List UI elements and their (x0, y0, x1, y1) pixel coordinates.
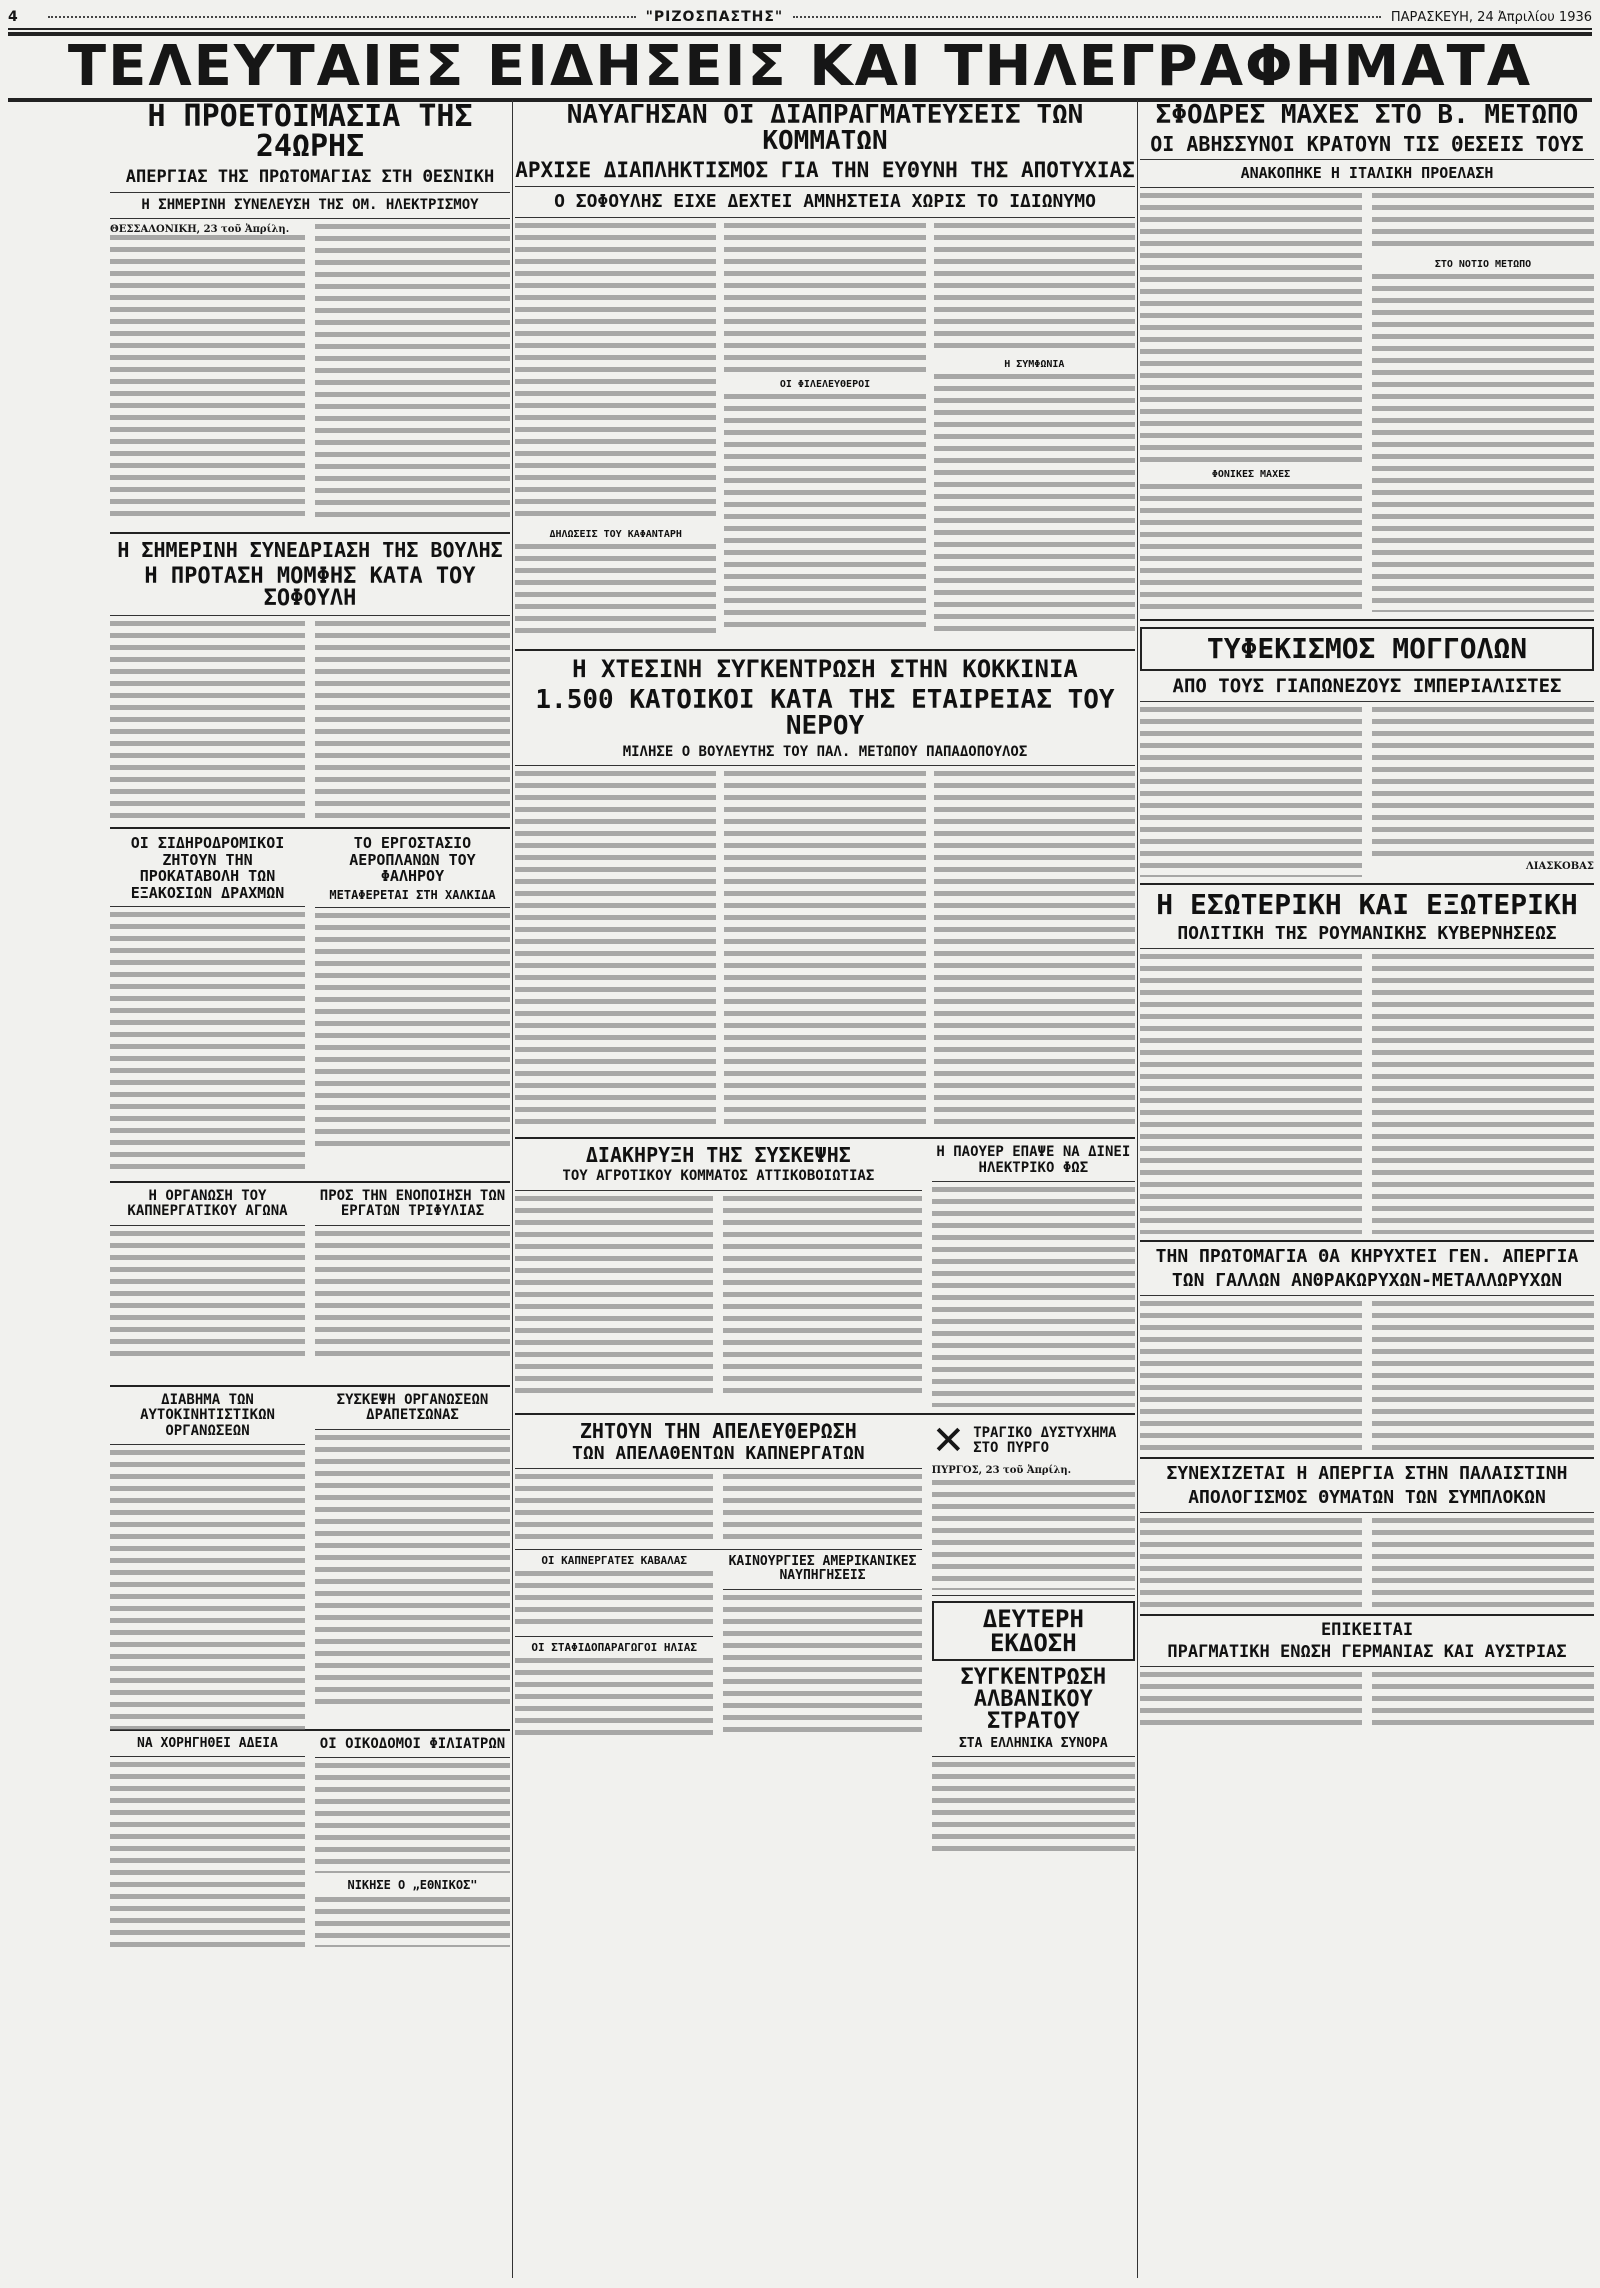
headline: ΤΗΝ ΠΡΩΤΟΜΑΓΙΑ ΘΑ ΚΗΡΥΧΤΕΙ ΓΕΝ. ΑΠΕΡΓΙΑ (1155, 1245, 1579, 1267)
subheadline: Η ΠΡΟΤΑΣΗ ΜΟΜΦΗΣ ΚΑΤΑ ΤΟΥ ΣΟΦΟΥΛΗ (144, 564, 476, 612)
article-text (724, 223, 925, 373)
headline: ΤΟ ΕΡΓΟΣΤΑΣΙΟ ΑΕΡΟΠΛΑΝΩΝ ΤΟΥ ΦΑΛΗΡΟΥ (349, 834, 476, 886)
article-text (724, 394, 925, 634)
issue-date: ΠΑΡΑΣΚΕΥΗ, 24 Ἀπριλίου 1936 (1390, 9, 1593, 25)
subheadline: ΣΥΓΚΕΝΤΡΩΣΗ ΑΛΒΑΝΙΚΟΥ ΣΤΡΑΤΟΥ (960, 1664, 1107, 1734)
subheadline: ΜΕΤΑΦΕΡΕΤΑΙ ΣΤΗ ΧΑΛΚΙΔΑ (329, 887, 496, 902)
article-text (1372, 274, 1594, 612)
article-text (515, 544, 716, 640)
subsection-title: Η ΣΥΜΦΩΝΙΑ (1004, 358, 1065, 370)
subheadline: ΑΠΟ ΤΟΥΣ ΓΙΑΠΩΝΕΖΟΥΣ ΙΜΠΕΡΙΑΛΙΣΤΕΣ (1172, 674, 1562, 697)
article-agrarian-party (515, 1145, 922, 1407)
article-text (315, 1231, 510, 1361)
subheadline: ΑΠΕΡΓΙΑΣ ΤΗΣ ΠΡΩΤΟΜΑΓΙΑΣ ΣΤΗ ΘΕΣΝΙΚΗ (125, 167, 495, 187)
article-text (110, 912, 305, 1172)
article-text (515, 771, 716, 1131)
top-strip (8, 6, 1592, 30)
column-divider (1137, 100, 1138, 2278)
headline: ΟΙ ΣΙΔΗΡΟΔΡΟΜΙΚΟΙ ΖΗΤΟΥΝ ΤΗΝ ΠΡΟΚΑΤΑΒΟΛΗ ΤΩΝ ΕΞΑΚΟΣΙΩΝ ΔΡΑΧΜΩΝ (130, 834, 285, 902)
article-text (110, 621, 305, 821)
subheadline: ΑΠΟΛΟΓΙΣΜΟΣ ΘΥΜΑΤΩΝ ΤΩΝ ΣΥΜΠΛΟΚΩΝ (1188, 1486, 1546, 1508)
article-text (1372, 193, 1594, 253)
article-text (723, 1196, 921, 1396)
headline: ΤΡΑΓΙΚΟ ΔΥΣΤΥΧΗΜΑ ΣΤΟ ΠΥΡΓΟ (973, 1424, 1117, 1456)
byline: ΠΥΡΓΟΣ, 23 τοῦ Ἀπρίλη. (931, 1464, 1072, 1476)
subsection-title: ΣΤΟ ΝΟΤΙΟ ΜΕΤΩΠΟ (1434, 258, 1532, 270)
article-text (934, 374, 1135, 634)
article-northern-front (1140, 102, 1594, 613)
article-aircraft-factory (315, 835, 510, 1175)
article-text (1140, 484, 1362, 612)
article-drivers-unions (110, 1393, 305, 1723)
article-text (515, 1571, 713, 1631)
headline: ΔΙΑΒΗΜΑ ΤΩΝ ΑΥΤΟΚΙΝΗΤΙΣΤΙΚΩΝ ΟΡΓΑΝΩΣΕΩΝ (140, 1392, 275, 1439)
subsection-title: ΦΟΝΙΚΕΣ ΜΑΧΕΣ (1211, 468, 1291, 480)
headline: ΕΠΙΚΕΙΤΑΙ (1320, 1619, 1414, 1640)
article-mongols-executed (1140, 627, 1594, 877)
headline: ΠΡΟΣ ΤΗΝ ΕΝΟΠΟΙΗΣΗ ΤΩΝ ΕΡΓΑΤΩΝ ΤΡΙΦΥΛΙΑΣ (319, 1188, 506, 1220)
subheadline: ΑΝΑΚΟΠΗΚΕ Η ΙΤΑΛΙΚΗ ΠΡΟΕΛΑΣΗ (1240, 164, 1494, 182)
subsection-title: ΟΙ ΦΙΛΕΛΕΥΘΕΡΟΙ (779, 378, 871, 390)
article-text (315, 621, 510, 821)
headline: Η ΟΡΓΑΝΩΣΗ ΤΟΥ ΚΑΠΝΕΡΓΑΤΙΚΟΥ ΑΓΩΝΑ (127, 1188, 288, 1220)
article-text (1140, 1518, 1362, 1608)
article-kokkinia-rally (515, 654, 1135, 1131)
headline: ΣΦΟΔΡΕΣ ΜΑΧΕΣ ΣΤΟ Β. ΜΕΤΩΠΟ (1155, 100, 1579, 130)
cross-icon: ✕ (931, 1417, 966, 1464)
article-text (1140, 1672, 1362, 1732)
article-american-shipbuilding (723, 1555, 921, 1735)
article-text (315, 1763, 510, 1873)
headline: ΔΙΑΚΗΡΥΞΗ ΤΗΣ ΣΥΣΚΕΨΗΣ (585, 1143, 851, 1168)
article-text (315, 224, 510, 524)
article-party-negotiations (515, 102, 1135, 643)
page-number: 4 (8, 9, 18, 25)
article-text (932, 1480, 1135, 1590)
column-2 (515, 100, 1135, 2278)
article-kavala-workers (515, 1555, 713, 1735)
article-text (1140, 707, 1362, 877)
subsection-title: ΔΗΛΩΣΕΙΣ ΤΟΥ ΚΑΦΑΝΤΑΡΗ (549, 528, 682, 540)
article-filiatra-builders (315, 1737, 510, 1977)
article-text (934, 223, 1135, 353)
article-text (1372, 1672, 1594, 1732)
headline: ΣΥΝΕΧΙΖΕΤΑΙ Η ΑΠΕΡΓΙΑ ΣΤΗΝ ΠΑΛΑΙΣΤΙΝΗ (1166, 1462, 1568, 1484)
subheadline: Ο ΣΟΦΟΥΛΗΣ ΕΙΧΕ ΔΕΧΤΕΙ ΑΜΝΗΣΤΕΙΑ ΧΩΡΙΣ ΤΟ ΙΔΙΩΝΥΜΟ (554, 191, 1096, 212)
article-trifylia-workers (315, 1189, 510, 1379)
paper-name: "ΡΙΖΟΣΠΑΣΤΗΣ" (645, 9, 784, 25)
article-text (723, 1595, 921, 1735)
article-text (934, 771, 1135, 1131)
article-text (515, 1658, 713, 1738)
article-text (932, 1762, 1135, 1852)
headline: Η ΣΗΜΕΡΙΝΗ ΣΥΝΕΔΡΙΑΣΗ ΤΗΣ ΒΟΥΛΗΣ (117, 538, 503, 563)
headline: Η ΧΤΕΣΙΝΗ ΣΥΓΚΕΝΤΡΩΣΗ ΣΤΗΝ ΚΟΚΚΙΝΙΑ (572, 654, 1078, 683)
article-albanian-army (932, 1601, 1135, 1852)
article-romanian-government (1140, 887, 1594, 1234)
article-text (1140, 193, 1362, 463)
article-text (110, 235, 305, 519)
subheadline: ΤΟΥ ΑΓΡΟΤΙΚΟΥ ΚΟΜΜΑΤΟΣ ΑΤΤΙΚΟΒΟΙΩΤΙΑΣ (562, 1168, 875, 1185)
headline: ΔΕΥΤΕΡΗ ΕΚΔΟΣΗ (982, 1604, 1084, 1657)
article-germany-austria (1140, 1619, 1594, 1732)
headline: ΟΙ ΚΑΠΝΕΡΓΑΤΕΣ ΚΑΒΑΛΑΣ (541, 1553, 688, 1567)
article-text (1372, 707, 1594, 857)
column-3 (1140, 100, 1594, 2278)
article-pyrgos-accident (931, 1417, 1135, 1590)
article-text (1140, 1301, 1362, 1451)
subheadline: ΠΡΑΓΜΑΤΙΚΗ ΕΝΩΣΗ ΓΕΡΜΑΝΙΑΣ ΚΑΙ ΑΥΣΤΡΙΑΣ (1167, 1641, 1567, 1662)
article-railway-workers (110, 835, 305, 1175)
subheadline: ΠΟΛΙΤΙΚΗ ΤΗΣ ΡΟΥΜΑΝΙΚΗΣ ΚΥΒΕΡΝΗΣΕΩΣ (1177, 922, 1557, 944)
article-text (515, 223, 716, 523)
subheadline: ΤΩΝ ΓΑΛΛΩΝ ΑΝΘΡΑΚΩΡΥΧΩΝ-ΜΕΤΑΛΛΩΡΥΧΩΝ (1171, 1269, 1563, 1291)
article-power-company (932, 1145, 1135, 1407)
article-text (723, 1474, 921, 1544)
headline: ΣΥΣΚΕΨΗ ΟΡΓΑΝΩΣΕΩΝ ΔΡΑΠΕΤΣΩΝΑΣ (336, 1392, 489, 1424)
headline: ΖΗΤΟΥΝ ΤΗΝ ΑΠΕΛΕΥΘΕΡΩΣΗ (579, 1418, 857, 1443)
article-drapetsona-meeting (315, 1393, 510, 1723)
subheadline: ΜΙΛΗΣΕ Ο ΒΟΥΛΕΥΤΗΣ ΤΟΥ ΠΑΛ. ΜΕΤΩΠΟΥ ΠΑΠΑΔΟΠΟΥΛΟΣ (622, 743, 1028, 760)
headline: ΟΙ ΟΙΚΟΔΟΜΟΙ ΦΙΛΙΑΤΡΩΝ (319, 1736, 506, 1753)
article-text (315, 1897, 510, 1947)
article-text (315, 913, 510, 1153)
subheadline: ΑΡΧΙΣΕ ΔΙΑΠΛΗΚΤΙΣΜΟΣ ΓΙΑ ΤΗΝ ΕΥΘΥΝΗ ΤΗΣ ΑΠΟΤΥΧΙΑΣ (515, 158, 1135, 182)
article-deported-tobacco-workers (515, 1418, 922, 1544)
subheadline: 1.500 ΚΑΤΟΙΚΟΙ ΚΑΤΑ ΤΗΣ ΕΤΑΙΡΕΙΑΣ ΤΟΥ ΝΕΡΟΥ (535, 684, 1115, 741)
article-text (1372, 1518, 1594, 1608)
article-permit (110, 1737, 305, 1977)
headline: ΚΑΙΝΟΥΡΓΙΕΣ ΑΜΕΡΙΚΑΝΙΚΕΣ ΝΑΥΠΗΓΗΣΕΙΣ (728, 1553, 917, 1584)
column-divider (512, 100, 513, 2278)
article-general-strike-thessaloniki (110, 99, 510, 526)
headline: ΝΙΚΗΣΕ Ο „ΕΘΝΙΚΟΣ" (347, 1878, 478, 1893)
article-text (932, 1187, 1135, 1407)
article-text (515, 1196, 713, 1396)
column-1 (110, 100, 510, 2278)
article-text (1372, 1301, 1594, 1451)
headline: Η ΠΑΟΥΕΡ ΕΠΑΨΕ ΝΑ ΔΙΝΕΙ ΗΛΕΚΤΡΙΚΟ ΦΩΣ (936, 1144, 1131, 1176)
subheadline: Η ΣΗΜΕΡΙΝΗ ΣΥΝΕΛΕΥΣΗ ΤΗΣ ΟΜ. ΗΛΕΚΤΡΙΣΜΟΥ (141, 196, 479, 213)
article-text (110, 1762, 305, 1952)
headline: ΝΑΥΑΓΗΣΑΝ ΟΙ ΔΙΑΠΡΑΓΜΑΤΕΥΣΕΙΣ ΤΩΝ ΚΟΜΜΑΤΩΝ (566, 100, 1084, 156)
headline: ΤΥΦΕΚΙΣΜΟΣ ΜΟΓΓΟΛΩΝ (1206, 631, 1528, 665)
article-text (1140, 954, 1362, 1234)
article-tobacco-workers (110, 1189, 305, 1379)
article-text (110, 1231, 305, 1361)
article-text (724, 771, 925, 1131)
headline: ΟΙ ΣΤΑΦΙΔΟΠΑΡΑΓΩΓΟΙ ΗΛΙΑΣ (531, 1641, 697, 1655)
article-text (1372, 954, 1594, 1234)
section-banner: ΤΕΛΕΥΤΑΙΕΣ ΕΙΔΗΣΕΙΣ ΚΑΙ ΤΗΛΕΓΡΑΦΗΜΑΤΑ (8, 32, 1592, 102)
subheadline: ΣΤΑ ΕΛΛΗΝΙΚΑ ΣΥΝΟΡΑ (958, 1735, 1108, 1751)
article-text (515, 1474, 713, 1544)
article-text (110, 1450, 305, 1730)
article-text (315, 1435, 510, 1705)
headline: Η ΠΡΟΕΤΟΙΜΑΣΙΑ ΤΗΣ 24ΩΡΗΣ (147, 99, 473, 164)
subheadline: ΟΙ ΑΒΗΣΣΥΝΟΙ ΚΡΑΤΟΥΝ ΤΙΣ ΘΕΣΕΙΣ ΤΟΥΣ (1150, 132, 1584, 156)
subheadline: ΤΩΝ ΑΠΕΛΑΘΕΝΤΩΝ ΚΑΠΝΕΡΓΑΤΩΝ (572, 1442, 865, 1464)
byline: ΘΕΣΣΑΛΟΝΙΚΗ, 23 τοῦ Ἀπρίλη. (110, 224, 290, 236)
article-parliament-session (110, 540, 510, 821)
article-french-miners-strike (1140, 1245, 1594, 1451)
dotted-rule (48, 16, 636, 18)
signature: ΛΙΑΣΚΟΒΑΣ (1526, 860, 1594, 872)
article-palestine-strike (1140, 1462, 1594, 1608)
headline: ΝΑ ΧΟΡΗΓΗΘΕΙ ΑΔΕΙΑ (137, 1736, 278, 1752)
headline: Η ΕΣΩΤΕΡΙΚΗ ΚΑΙ ΕΞΩΤΕΡΙΚΗ (1156, 887, 1578, 921)
dotted-rule (793, 16, 1381, 18)
